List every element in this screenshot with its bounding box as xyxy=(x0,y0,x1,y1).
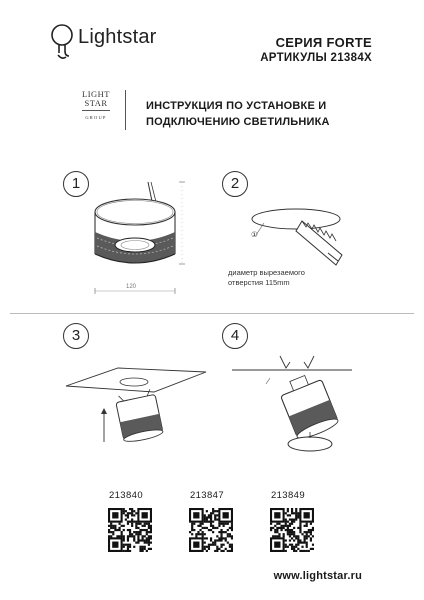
step-2-illustration xyxy=(248,205,358,275)
instruction-title-line1: ИНСТРУКЦИЯ ПО УСТАНОВКЕ И xyxy=(146,100,327,112)
brand-logo-text: Lightstar xyxy=(78,26,157,48)
qr-code-213849[interactable] xyxy=(270,508,314,552)
instruction-title-line2: ПОДКЛЮЧЕНИЮ СВЕТИЛЬНИКА xyxy=(146,116,330,128)
lightstar-group-logo xyxy=(79,90,113,121)
articles-title: АРТИКУЛЫ 21384X xyxy=(260,52,372,64)
qr-code-213840[interactable] xyxy=(108,508,152,552)
brand-logo-line2: STAR xyxy=(84,98,108,108)
step-2-marker: ① xyxy=(251,230,258,239)
series-title: СЕРИЯ FORTE xyxy=(275,35,372,50)
qr-label-1: 213840 xyxy=(108,490,144,501)
qr-label-2: 213847 xyxy=(189,490,225,501)
brand-logo-line1: LIGHT xyxy=(82,89,110,99)
lightbulb-logo-icon xyxy=(50,22,76,62)
step-1-illustration xyxy=(85,172,195,302)
website-link[interactable]: www.lightstar.ru xyxy=(273,570,362,582)
step-2-note-line1: диаметр вырезаемого xyxy=(228,268,305,277)
step-4-illustration xyxy=(230,348,360,458)
step-4-number: 4 xyxy=(222,323,248,349)
step-2-number: 2 xyxy=(222,171,248,197)
step-3-number: 3 xyxy=(63,323,89,349)
instruction-title xyxy=(146,98,330,130)
step-2-note xyxy=(228,268,305,288)
step-1-dimension-label: 120 xyxy=(126,284,137,290)
brand-logo-line3: GROUP xyxy=(85,115,107,120)
step-1-number: 1 xyxy=(63,171,89,197)
step-3-illustration xyxy=(62,362,212,462)
qr-label-3: 213849 xyxy=(270,490,306,501)
step-2-note-line2: отверстия 115mm xyxy=(228,278,290,287)
brand-divider xyxy=(125,90,126,130)
qr-code-213847[interactable] xyxy=(189,508,233,552)
section-divider xyxy=(10,313,414,314)
